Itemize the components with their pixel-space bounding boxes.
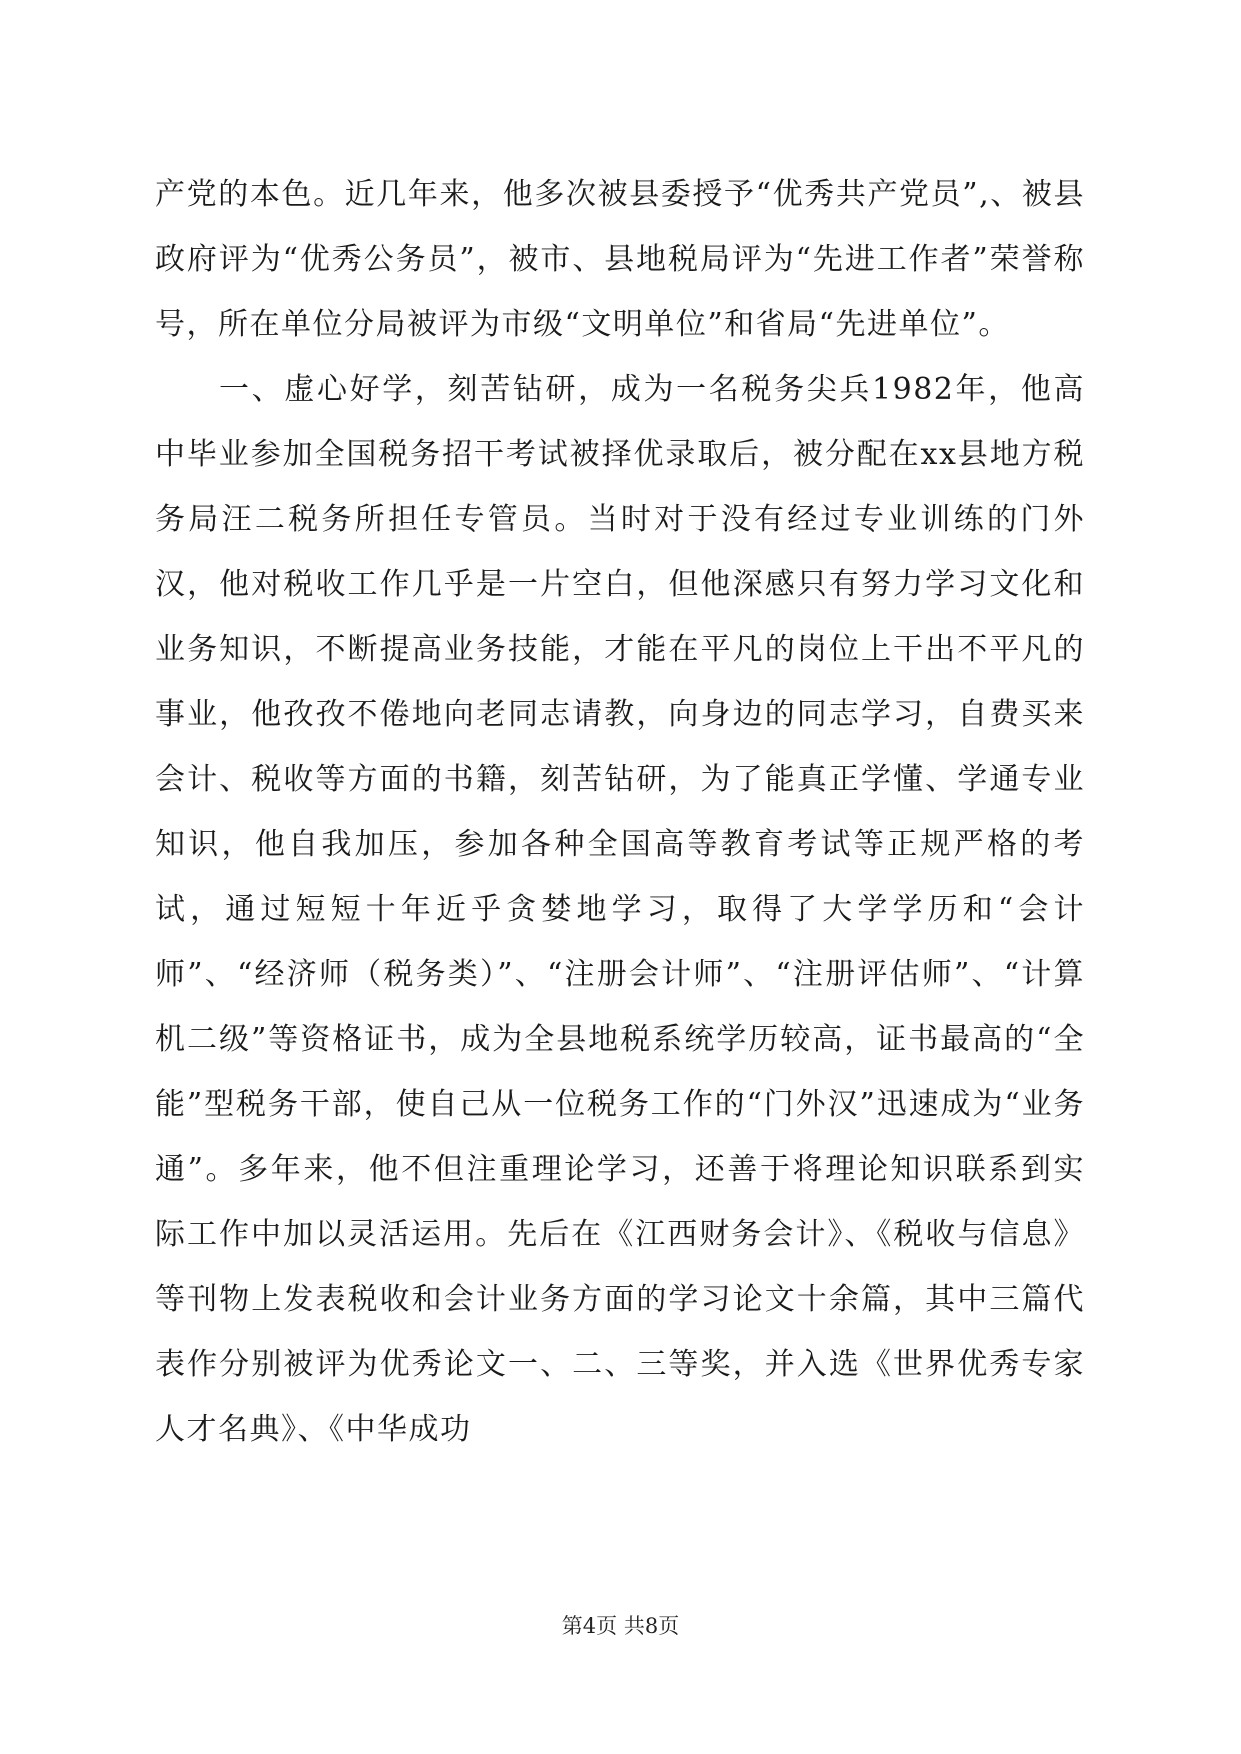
paragraph-section-one: 一、虚心好学，刻苦钻研，成为一名税务尖兵1982年，他高中毕业参加全国税务招干考试被择优录取后，被分配在xx县地方税务局汪二税务所担任专管员。当时对于没有经过专业训练的门外汉，他对税收工作几乎是一片空白，但他深感只有努力学习文化和业务知识，不断提高业务技能，才能在平凡的岗位上干出不平凡的事业，他孜孜不倦地向老同志请教，向身边的同志学习，自费买来会计、税收等方面的书籍，刻苦钻研，为了能真正学懂、学通专业知识，他自我加压，参加各种全国高等教育考试等正规严格的考试，通过短短十年近乎贪婪地学习，取得了大学学历和“会计师”、“经济师（税务类）”、“注册会计师”、“注册评估师”、“计算机二级”等资格证书，成为全县地税系统学历较高，证书最高的“全能”型税务干部，使自己从一位税务工作的“门外汉”迅速成为“业务通”。多年来，他不但注重理论学习，还善于将理论知识联系到实际工作中加以灵活运用。先后在《江西财务会计》、《税收与信息》等刊物上发表税收和会计业务方面的学习论文十余篇，其中三篇代表作分别被评为优秀论文一、二、三等奖，并入选《世界优秀专家人才名典》、《中华成功 xyxy=(155,372,1085,1447)
paragraph-continuation: 产党的本色。近几年来，他多次被县委授予“优秀共产党员”,、被县政府评为“优秀公务员”，被市、县地税局评为“先进工作者”荣誉称号，所在单位分局被评为市级“文明单位”和省局“先进单位”。 xyxy=(155,177,1085,342)
page-footer: 第4页 共8页 xyxy=(561,1614,680,1638)
document-body xyxy=(155,162,1085,1462)
